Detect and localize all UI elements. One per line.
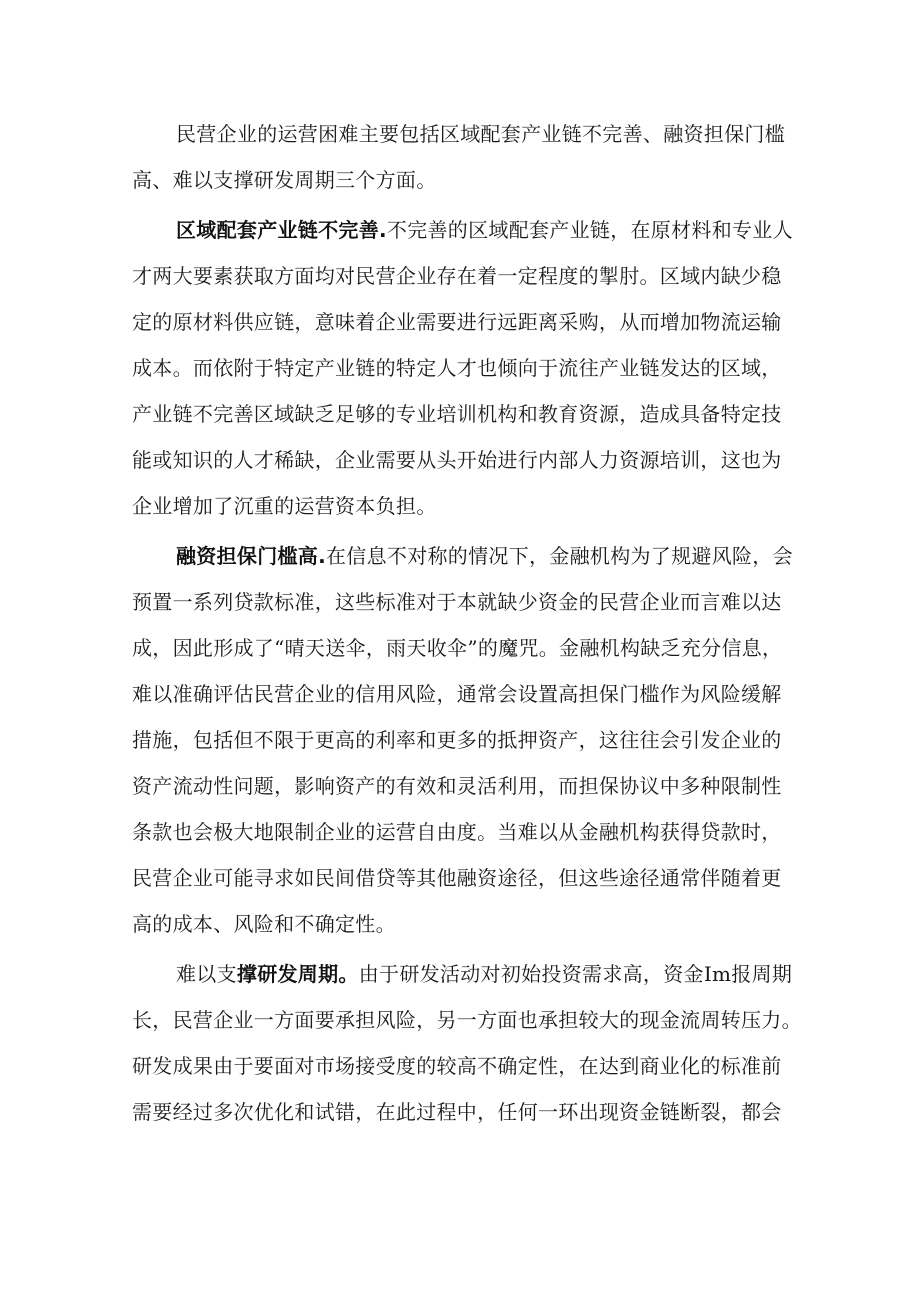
paragraph-4-heading-plain: 难以支 — [176, 962, 237, 986]
paragraph-2-line-3: 定的原材料供应链，意味着企业需要进行远距离采购，从而增加物流运输 — [132, 310, 782, 334]
paragraph-3-line-9: 高的成本、风险和不确定性。 — [132, 912, 396, 936]
paragraph-3-line-1-text: 在信息不对称的情况下，金融机构为了规避风险，会 — [326, 544, 793, 568]
paragraph-4-line-2: 长，民营企业一方面要承担风险，另一方面也承担较大的现金流周转压力。 — [132, 1008, 802, 1032]
paragraph-4-heading: 撑研发周期。 — [236, 962, 359, 986]
paragraph-3-line-4: 难以准确评估民营企业的信用风险，通常会设置高担保门槛作为风险缓解 — [132, 682, 782, 706]
paragraph-2-line-2: 才两大要素获取方面均对民营企业存在着一定程度的掣肘。区域内缺少稳 — [132, 264, 782, 288]
paragraph-3-line-6: 资产流动性问题，影响资产的有效和灵活利用，而担保协议中多种限制性 — [132, 774, 782, 798]
paragraph-1-line-2: 高、难以支撑研发周期三个方面。 — [132, 168, 437, 192]
paragraph-4-line-1 — [176, 951, 792, 997]
paragraph-3-line-5: 措施，包括但不限于更高的利率和更多的抵押资产，这往往会引发企业的 — [132, 728, 782, 752]
paragraph-2-line-5: 产业链不完善区域缺乏足够的专业培训机构和教育资源，造成具备特定技 — [132, 402, 782, 426]
paragraph-2-line-6: 能或知识的人才稀缺，企业需要从头开始进行内部人力资源培训，这也为 — [132, 448, 782, 472]
paragraph-4-line-3: 研发成果由于要面对市场接受度的较高不确定性，在达到商业化的标准前 — [132, 1054, 782, 1078]
paragraph-2-line-1 — [176, 207, 793, 253]
paragraph-3-line-2: 预置一系列贷款标准，这些标准对于本就缺少资金的民营企业而言难以达 — [132, 590, 782, 614]
paragraph-1-line-1: 民营企业的运营困难主要包括区域配套产业链不完善、融资担保门槛 — [176, 122, 785, 146]
paragraph-3-heading: 融资担保门槛高. — [176, 544, 326, 568]
paragraph-2-line-4: 成本。而依附于特定产业链的特定人才也倾向于流往产业链发达的区域， — [132, 356, 782, 380]
paragraph-3-line-8: 民营企业可能寻求如民间借贷等其他融资途径，但这些途径通常伴随着更 — [132, 866, 782, 890]
paragraph-2-line-7: 企业增加了沉重的运营资本负担。 — [132, 494, 437, 518]
paragraph-3-line-1 — [176, 533, 793, 579]
paragraph-2-line-1-text: 不完善的区域配套产业链，在原材料和专业人 — [386, 218, 793, 242]
paragraph-2-heading: 区域配套产业链不完善. — [176, 218, 387, 242]
paragraph-3-line-3: 成，因此形成了“晴天送伞，雨天收伞”的魔咒。金融机构缺乏充分信息， — [132, 636, 783, 660]
paragraph-3-line-7: 条款也会极大地限制企业的运营自由度。当难以从金融机构获得贷款时， — [132, 820, 782, 844]
paragraph-4-line-4: 需要经过多次优化和试错，在此过程中，任何一环出现资金链断裂，都会 — [132, 1100, 782, 1124]
paragraph-4-line-1-text: 由于研发活动对初始投资需求高，资金Im报周期 — [358, 962, 793, 986]
